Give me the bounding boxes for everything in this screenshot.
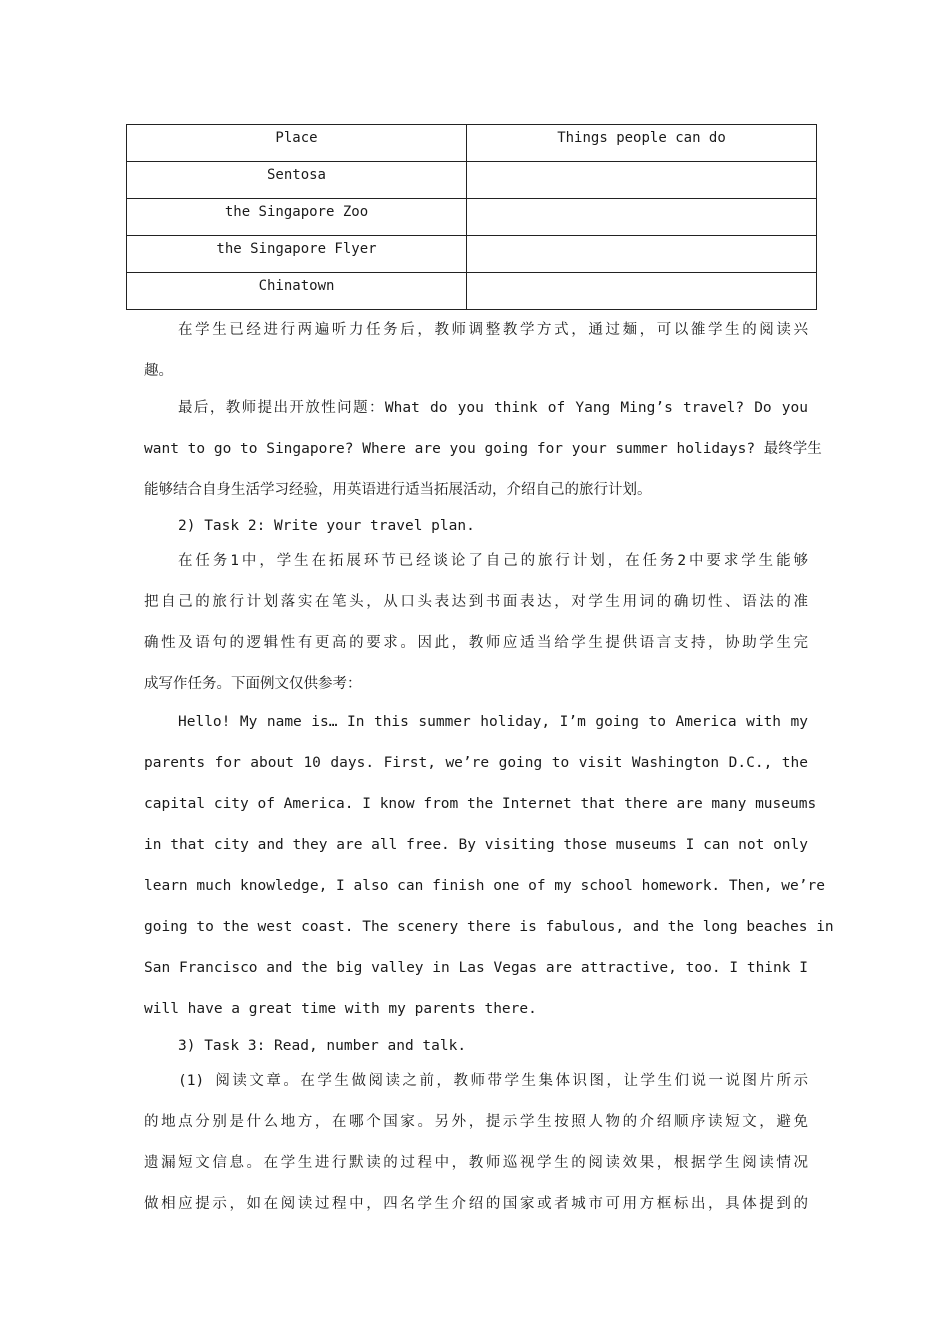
things-cell [467,162,817,199]
paragraph-line: 的地点分别是什么地方，在哪个国家。另外，提示学生按照人物的介绍顺序读短文，避免 [144,1114,808,1130]
paragraph-line: 做相应提示，如在阅读过程中，四名学生介绍的国家或者城市可用方框标出，具体提到的 [144,1196,808,1212]
place-cell: Sentosa [127,162,467,199]
paragraph-line: 趣。 [144,363,173,379]
sample-essay-line: will have a great time with my parents there. [144,1001,537,1017]
sample-essay-line: parents for about 10 days. First, we’re going to visit Washington D.C., the [144,755,808,771]
paragraph-line: 最后，教师提出开放性问题：What do you think of Yang Ming’s travel? Do you [178,400,808,416]
table-row [127,236,817,273]
paragraph-line: 把自己的旅行计划落实在笔头，从口头表达到书面表达，对学生用词的确切性、语法的准 [144,594,808,610]
paragraph-line: 在学生已经进行两遍听力任务后，教师调整教学方式，通过麺，可以雒学生的阅读兴 [178,322,808,338]
paragraph-line: 遗漏短文信息。在学生进行默读的过程中，教师巡视学生的阅读效果，根据学生阅读情况 [144,1155,808,1171]
table-row [127,162,817,199]
things-cell [467,199,817,236]
table-row [127,273,817,310]
paragraph-line: 成写作任务。下面例文仅供参考： [144,676,362,692]
task-3-heading: 3) Task 3: Read, number and talk. [178,1038,467,1054]
place-cell: the Singapore Flyer [127,236,467,273]
place-cell: the Singapore Zoo [127,199,467,236]
table-row [127,199,817,236]
sample-essay-line: Hello! My name is… In this summer holiday, I’m going to America with my [178,714,808,730]
column-header-things: Things people can do [467,125,817,162]
task-2-heading: 2) Task 2: Write your travel plan. [178,518,475,534]
sample-essay-line: San Francisco and the big valley in Las Vegas are attractive, too. I think I [144,960,808,976]
things-cell [467,273,817,310]
paragraph-line: 能够结合自身生活学习经验，用英语进行适当拓展活动，介绍自己的旅行计划。 [144,482,652,498]
paragraph-line: (1) 阅读文章。在学生做阅读之前，教师带学生集体识图，让学生们说一说图片所示 [178,1073,808,1089]
sample-essay-line: in that city and they are all free. By visiting those museums I can not only [144,837,808,853]
sample-essay-line: going to the west coast. The scenery there is fabulous, and the long beaches in [144,919,834,935]
paragraph-line: want to go to Singapore? Where are you going for your summer holidays? 最终学生 [144,441,822,457]
sample-essay-line: capital city of America. I know from the Internet that there are many museums [144,796,817,812]
table-header-row [127,125,817,162]
sample-essay-line: learn much knowledge, I also can finish one of my school homework. Then, we’re [144,878,825,894]
paragraph-line: 确性及语句的逻辑性有更高的要求。因此，教师应适当给学生提供语言支持，协助学生完 [144,635,808,651]
place-cell: Chinatown [127,273,467,310]
paragraph-line: 在任务1中，学生在拓展环节已经谈论了自己的旅行计划，在任务2中要求学生能够 [178,553,808,569]
things-cell [467,236,817,273]
column-header-place: Place [127,125,467,162]
places-table [126,124,817,310]
